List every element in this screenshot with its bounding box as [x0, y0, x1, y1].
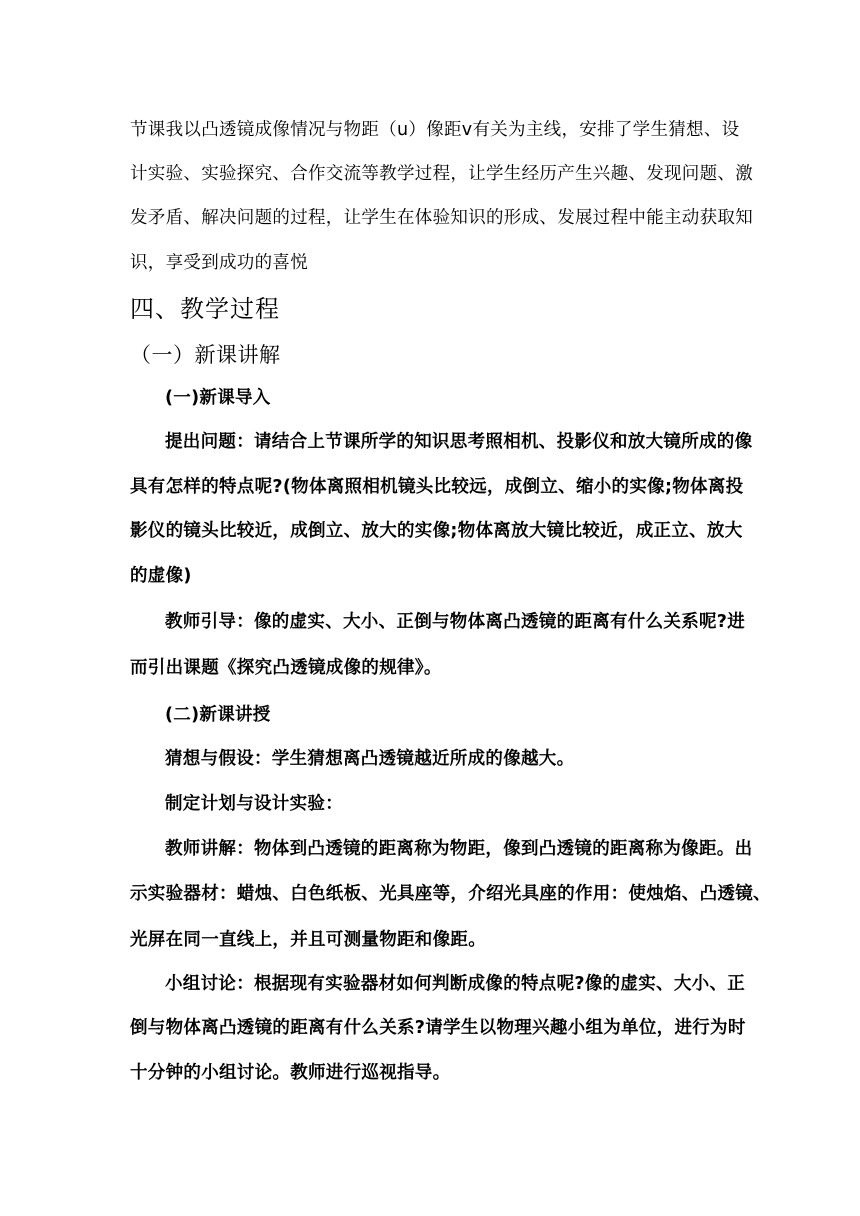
part1-heading: (一)新课导入: [165, 388, 271, 408]
guide-line-2: 而引出课题《探究凸透镜成像的规律》。: [130, 658, 442, 678]
section-heading: 四、教学过程: [130, 295, 280, 323]
intro-line-2: 计实验、实验探究、合作交流等教学过程，让学生经历产生兴趣、发现问题、激: [130, 164, 753, 184]
explain-line-1: 教师讲解：物体到凸透镜的距离称为物距，像到凸透镜的距离称为像距。出: [165, 839, 753, 859]
discussion-line-1: 小组讨论：根据现有实验器材如何判断成像的特点呢?像的虚实、大小、正: [165, 974, 746, 994]
question-line-1: 提出问题：请结合上节课所学的知识思考照相机、投影仪和放大镜所成的像: [165, 432, 753, 452]
hypothesis-line: 猜想与假设：学生猜想离凸透镜越近所成的像越大。: [165, 749, 575, 769]
plan-line: 制定计划与设计实验：: [165, 794, 343, 814]
explain-line-2: 示实验器材：蜡烛、白色纸板、光具座等，介绍光具座的作用：使烛焰、凸透镜、: [130, 884, 771, 904]
intro-line-4: 识，享受到成功的喜悦: [130, 253, 308, 273]
intro-line-1: 节课我以凸透镜成像情况与物距（u）像距v有关为主线，安排了学生猜想、设: [130, 120, 740, 140]
explain-line-3: 光屏在同一直线上，并且可测量物距和像距。: [130, 930, 486, 950]
part2-heading: (二)新课讲授: [165, 705, 271, 725]
discussion-line-3: 十分钟的小组讨论。教师进行巡视指导。: [130, 1063, 451, 1083]
guide-line-1: 教师引导：像的虚实、大小、正倒与物体离凸透镜的距离有什么关系呢?进: [165, 612, 746, 632]
discussion-line-2: 倒与物体离凸透镜的距离有什么关系?请学生以物理兴趣小组为单位，进行为时: [130, 1018, 746, 1038]
intro-line-3: 发矛盾、解决问题的过程，让学生在体验知识的形成、发展过程中能主动获取知: [130, 208, 753, 228]
question-line-2: 具有怎样的特点呢?(物体离照相机镜头比较远，成倒立、缩小的实像;物体离投: [130, 477, 744, 497]
subsection-heading: （一）新课讲解: [130, 343, 281, 367]
question-line-4: 的虚像): [130, 566, 192, 586]
question-line-3: 影仪的镜头比较近，成倒立、放大的实像;物体离放大镜比较近，成正立、放大: [130, 521, 743, 541]
